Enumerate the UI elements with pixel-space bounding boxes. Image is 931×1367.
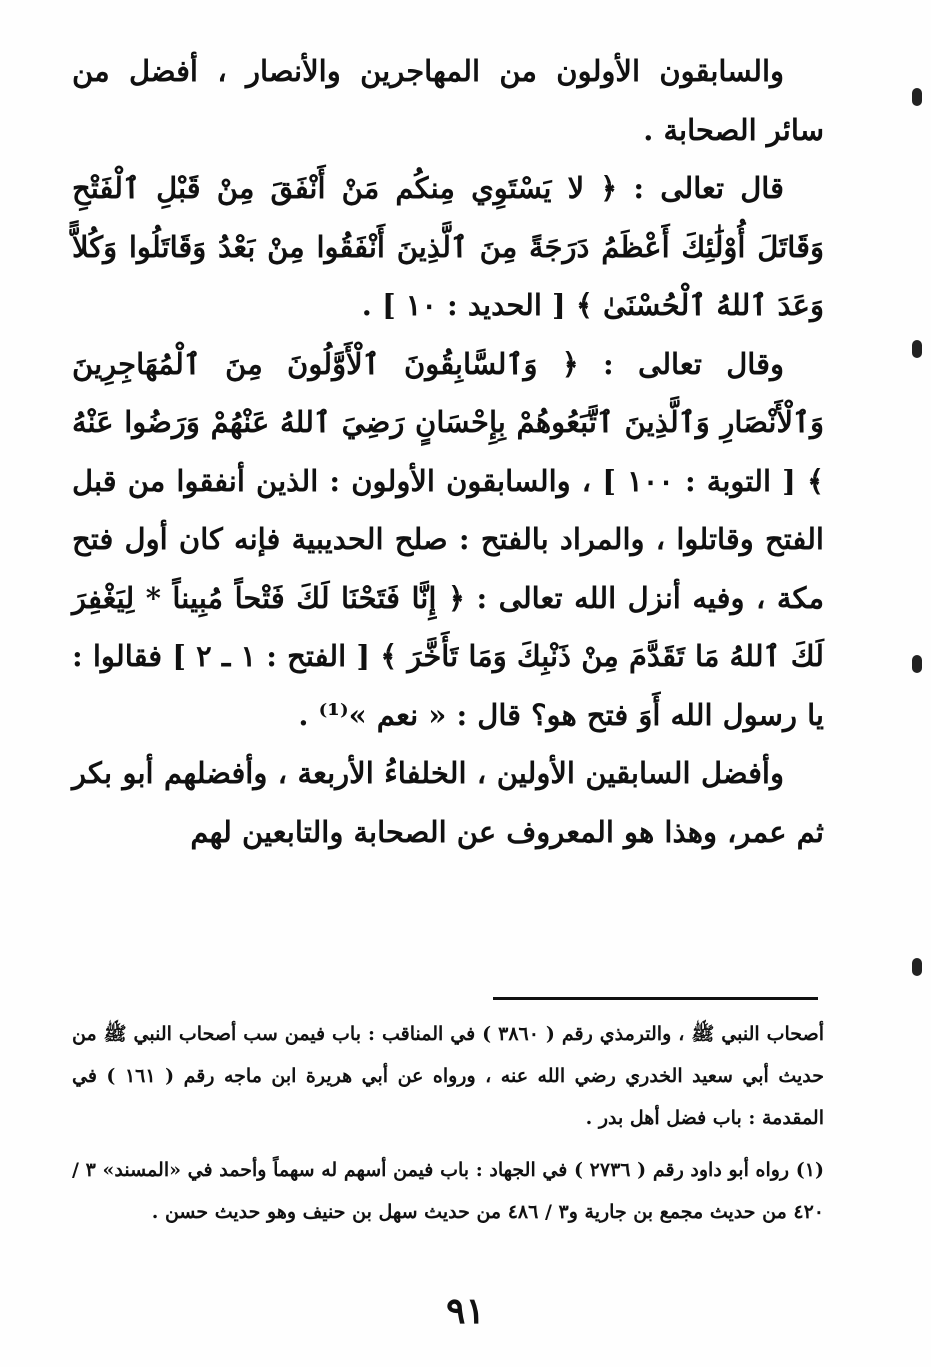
paragraph-4: وأفضل السابقين الأولين ، الخلفاءُ الأربعة ، وأفضلهم أبو بكر ثم عمر، وهذا هو المعروف عن الصحابة والتابعين لهم — [72, 756, 824, 849]
paragraph-1: والسابقون الأولون من المهاجرين والأنصار ، أفضل من سائر الصحابة . — [72, 54, 824, 147]
scan-edge-mark — [912, 655, 922, 673]
footnote-1: (١) رواه أبو داود رقم ( ٢٧٣٦ ) في الجهاد : باب فيمن أسهم له سهماً وأحمد في «المسند» ٣ / ٤٢٠ من حديث مجمع بن جارية و٣ / ٤٨٦ من حديث سهل بن حنيف وهو حديث حسن . — [72, 1159, 824, 1223]
scan-edge-mark — [912, 340, 922, 358]
paragraph-2: قال تعالى : ﴿ لا يَسْتَوِي مِنكُم مَنْ أَنْفَقَ مِنْ قَبْلِ ٱلْفَتْحِ وَقَاتَلَ أُوْلَٰئِكَ أَعْظَمُ دَرَجَةً مِنَ ٱلَّذِينَ أَنْفَقُوا مِنْ بَعْدُ وَقَاتَلُوا وَكُلاًّ وَعَدَ ٱللهُ ٱلْحُسْنَىٰ ﴾ [ الحديد : ١٠ ] . — [72, 171, 824, 322]
paragraph-3: وقال تعالى : ﴿ وَٱلسَّابِقُونَ ٱلْأَوَّلُونَ مِنَ ٱلْمُهَاجِرِينَ وَٱلْأَنْصَارِ وَٱلَّذِينَ ٱتَّبَعُوهُمْ بِإِحْسَانٍ رَضِيَ ٱللهُ عَنْهُمْ وَرَضُوا عَنْهُ ﴾ [ التوبة : ١٠٠ ] ، والسابقون الأولون : الذين أنفقوا من قبل الفتح وقاتلوا ، والمراد بالفتح : صلح الحديبية فإنه كان أول فتح مكة ، وفيه أنزل الله تعالى : ﴿ إِنَّا فَتَحْنَا لَكَ فَتْحاً مُبِيناً * لِيَغْفِرَ لَكَ ٱللهُ مَا تَقَدَّمَ مِنْ ذَنْبِكَ وَمَا تَأَخَّرَ ﴾ [ الفتح : ١ ـ ٢ ] فقالوا : يا رسول الله أَوَ فتح هو؟ قال : « نعم »⁽¹⁾ . — [72, 346, 824, 732]
footnote-divider — [493, 997, 818, 1000]
scan-edge-mark — [912, 958, 922, 976]
footnotes-section — [72, 1013, 824, 1233]
main-text-body — [72, 42, 824, 861]
page-number: ٩١ — [446, 1290, 485, 1332]
footnote-continued: أصحاب النبي ﷺ ، والترمذي رقم ( ٣٨٦٠ ) في المناقب : باب فيمن سب أصحاب النبي ﷺ من حديث أبي سعيد الخدري رضي الله عنه ، ورواه عن أبي هريرة ابن ماجه رقم ( ١٦١ ) في المقدمة : باب فضل أهل بدر . — [72, 1023, 825, 1129]
scan-edge-mark — [912, 88, 922, 106]
